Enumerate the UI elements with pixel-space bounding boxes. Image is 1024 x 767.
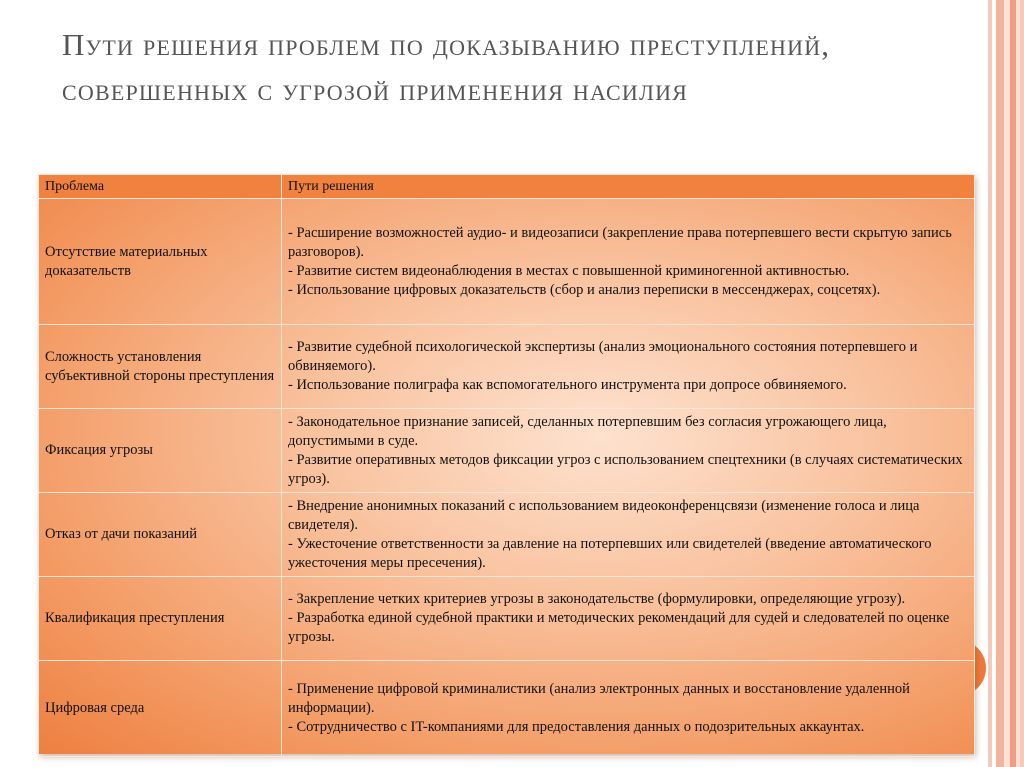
problem-cell: Отказ от дачи показаний	[39, 493, 282, 577]
solutions-cell	[282, 199, 975, 325]
solution-item: - Развитие оперативных методов фиксации угроз с использованием спецтехники (в случаях систематических угроз).	[288, 451, 963, 487]
table-header-row	[39, 175, 975, 199]
solution-item: - Использование цифровых доказательств (сбор и анализ переписки в мессенджерах, соцсетях).	[288, 281, 881, 298]
problem-cell: Сложность установления субъективной стороны преступления	[39, 325, 282, 409]
solutions-cell	[282, 493, 975, 577]
problem-cell: Квалификация преступления	[39, 577, 282, 661]
decorative-stripes	[980, 0, 1024, 767]
solutions-cell	[282, 577, 975, 661]
solution-item: - Ужесточение ответственности за давление на потерпевших или свидетелей (введение автоматического ужесточения меры пресечения).	[288, 535, 932, 571]
solution-item: - Использование полиграфа как вспомогательного инструмента при допросе обвиняемого.	[288, 377, 847, 393]
table-row	[39, 577, 975, 661]
header-solutions: Пути решения	[282, 175, 975, 199]
solutions-cell	[282, 409, 975, 493]
solution-item: - Развитие судебной психологической экспертизы (анализ эмоционального состояния потерпевшего и обвиняемого).	[288, 339, 918, 374]
problem-cell: Цифровая среда	[39, 661, 282, 757]
solution-item: - Сотрудничество с IT-компаниями для предоставления данных о подозрительных аккаунтах.	[288, 719, 865, 735]
solution-item: - Расширение возможностей аудио- и видеозаписи (закрепление права потерпевшего вести скрытую запись разговоров).	[288, 224, 952, 260]
solution-item: - Применение цифровой криминалистики (анализ электронных данных и восстановление удаленной информации).	[288, 681, 910, 716]
solutions-table	[38, 174, 975, 757]
table-row	[39, 199, 975, 325]
solution-item: - Закрепление четких критериев угрозы в законодательстве (формулировки, определяющие угрозу).	[288, 591, 906, 607]
solution-item: - Разработка единой судебной практики и методических рекомендаций для судей и следователей по оценке угрозы.	[288, 610, 950, 645]
solution-item: - Развитие систем видеонаблюдения в местах с повышенной криминогенной активностью.	[288, 262, 850, 279]
solutions-cell	[282, 325, 975, 409]
table-row	[39, 661, 975, 757]
solution-item: - Законодательное признание записей, сделанных потерпевшим без согласия угрожающего лица, допустимыми в суде.	[288, 413, 887, 449]
header-problem: Проблема	[39, 175, 282, 199]
problem-cell: Отсутствие материальных доказательств	[39, 199, 282, 325]
table-row	[39, 325, 975, 409]
table-row	[39, 409, 975, 493]
solution-item: - Внедрение анонимных показаний с использованием видеоконференцсвязи (изменение голоса и лица свидетеля).	[288, 497, 920, 533]
solutions-table-container	[38, 174, 974, 754]
solutions-cell	[282, 661, 975, 757]
table-row	[39, 493, 975, 577]
problem-cell: Фиксация угрозы	[39, 409, 282, 493]
slide-title: Пути решения проблем по доказыванию преступлений, совершенных с угрозой применения насилия	[62, 27, 831, 107]
